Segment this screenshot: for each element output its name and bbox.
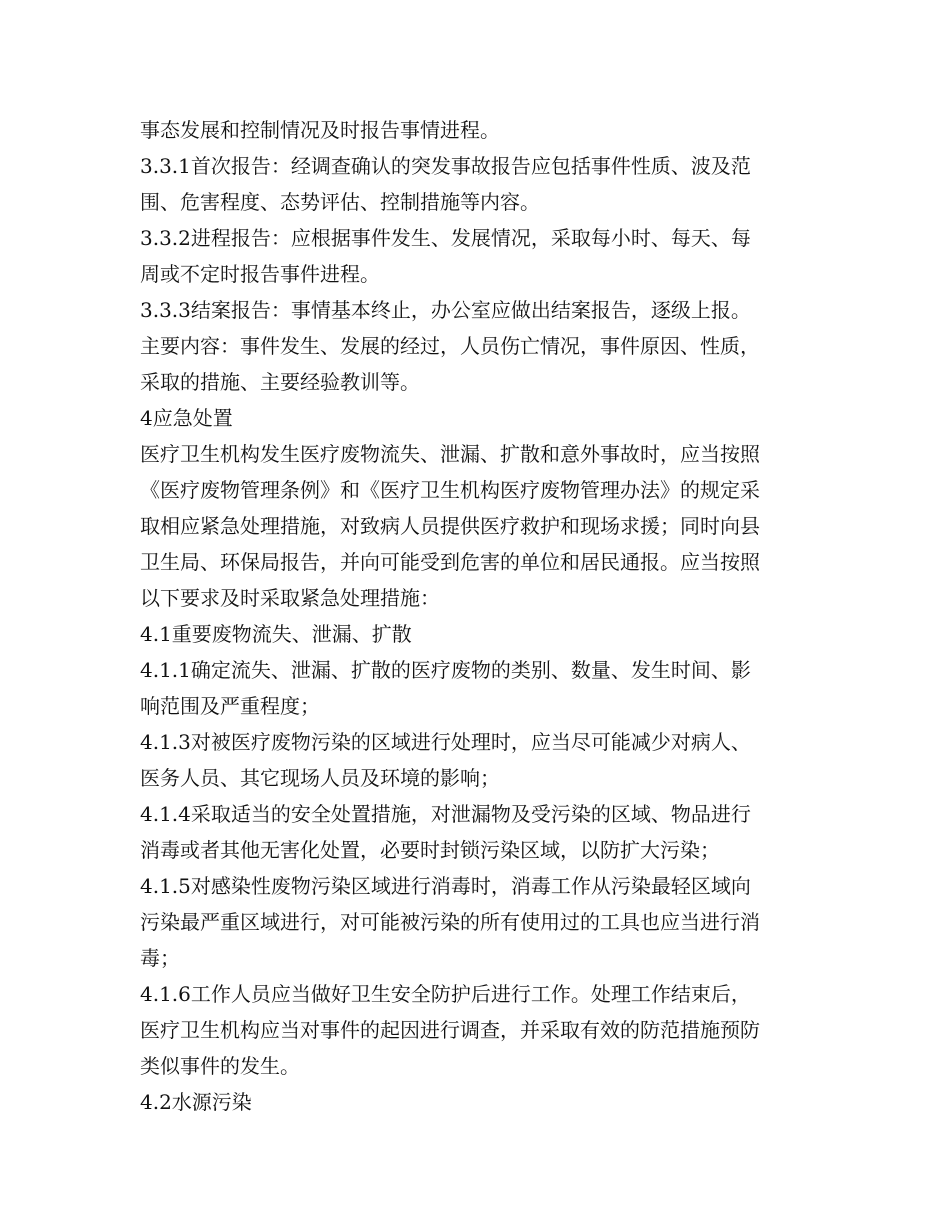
- text-line: 毒；: [140, 946, 180, 970]
- subsection-heading: 4.1重要废物流失、泄漏、扩散: [140, 622, 412, 646]
- text-line: 消毒或者其他无害化处置，必要时封锁污染区域，以防扩大污染；: [140, 838, 720, 862]
- subsection-heading: 4.2水源污染: [140, 1090, 252, 1114]
- text-line: 3.3.3结案报告：事情基本终止，办公室应做出结案报告，逐级上报。: [140, 298, 751, 322]
- document-body: [140, 112, 820, 1120]
- text-line: 取相应紧急处理措施，对致病人员提供医疗救护和现场求援；同时向县: [140, 514, 760, 538]
- text-line: 采取的措施、主要经验教训等。: [140, 370, 420, 394]
- text-line: 4.1.3对被医疗废物污染的区域进行处理时，应当尽可能减少对病人、: [140, 730, 751, 754]
- text-line: 3.3.2进程报告：应根据事件发生、发展情况，采取每小时、每天、每: [140, 226, 751, 250]
- text-line: 4.1.4采取适当的安全处置措施，对泄漏物及受污染的区域、物品进行: [140, 802, 751, 826]
- text-line: 响范围及严重程度；: [140, 694, 320, 718]
- section-heading: 4应急处置: [140, 406, 233, 430]
- text-line: 医疗卫生机构发生医疗废物流失、泄漏、扩散和意外事故时，应当按照: [140, 442, 760, 466]
- text-line: 类似事件的发生。: [140, 1054, 300, 1078]
- text-line: 围、危害程度、态势评估、控制措施等内容。: [140, 190, 540, 214]
- text-line: 以下要求及时采取紧急处理措施：: [140, 586, 440, 610]
- text-line: 污染最严重区域进行，对可能被污染的所有使用过的工具也应当进行消: [140, 910, 760, 934]
- text-line: 医疗卫生机构应当对事件的起因进行调查，并采取有效的防范措施预防: [140, 1018, 760, 1042]
- text-line: 主要内容：事件发生、发展的经过，人员伤亡情况，事件原因、性质，: [140, 334, 760, 358]
- text-line: 4.1.1确定流失、泄漏、扩散的医疗废物的类别、数量、发生时间、影: [140, 658, 751, 682]
- text-line: 卫生局、环保局报告，并向可能受到危害的单位和居民通报。应当按照: [140, 550, 760, 574]
- text-line: 《医疗废物管理条例》和《医疗卫生机构医疗废物管理办法》的规定采: [140, 478, 760, 502]
- text-line: 4.1.6工作人员应当做好卫生安全防护后进行工作。处理工作结束后，: [140, 982, 751, 1006]
- text-line: 周或不定时报告事件进程。: [140, 262, 380, 286]
- text-line: 4.1.5对感染性废物污染区域进行消毒时，消毒工作从污染最轻区域向: [140, 874, 751, 898]
- text-line: 3.3.1首次报告：经调查确认的突发事故报告应包括事件性质、波及范: [140, 154, 751, 178]
- text-line: 医务人员、其它现场人员及环境的影响；: [140, 766, 500, 790]
- text-line: 事态发展和控制情况及时报告事情进程。: [140, 118, 500, 142]
